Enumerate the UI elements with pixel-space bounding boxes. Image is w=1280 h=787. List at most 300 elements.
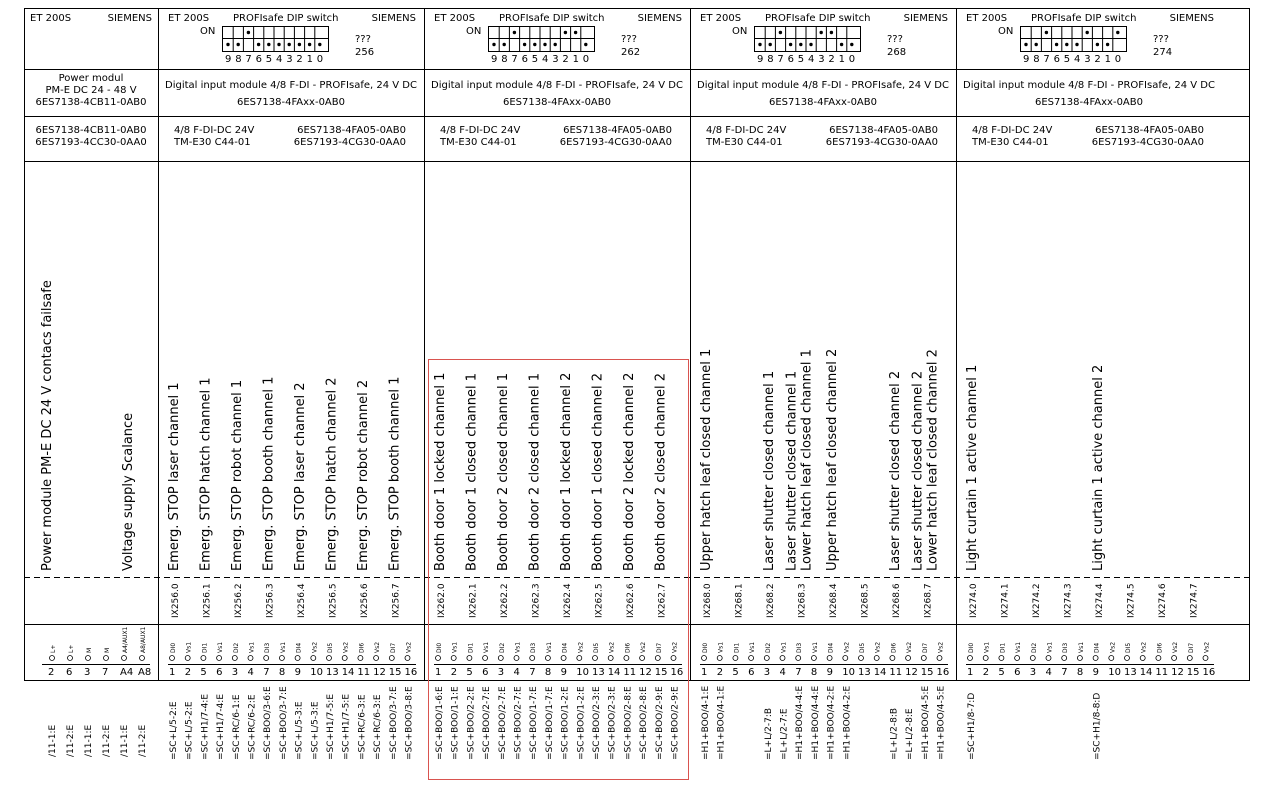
channel-address: IX274.0 [969, 583, 979, 618]
terminal-label: Vs1 [717, 641, 725, 653]
channel-address: IX268.2 [766, 583, 776, 618]
fdi-module-262 [431, 13, 683, 760]
terminal-label: Vs1 [451, 641, 459, 653]
terminal-number: 10 [310, 667, 324, 678]
terminal-number: 3 [497, 667, 505, 678]
dip-digit: 1 [1104, 54, 1111, 65]
channel-address: IX268.7 [923, 583, 934, 618]
terminal-number: 11 [1155, 667, 1169, 678]
terminal-icon [874, 656, 879, 661]
cross-reference: =SC+BOO/1-1:E [450, 686, 461, 760]
dip-on-label: ON [998, 26, 1014, 37]
module-part: 6ES7193-4CG30-0AA0 [1091, 137, 1204, 148]
terminal-number: 10 [576, 667, 590, 678]
channel-description: Booth door 2 locked channel 2 [622, 372, 637, 571]
cross-reference: =L+L/2-8:E [905, 708, 916, 760]
dip-switch-position [799, 43, 802, 46]
dip-switch-position [513, 31, 516, 34]
terminal-icon [764, 656, 769, 661]
terminal-icon [436, 656, 441, 661]
dip-digit: 5 [531, 54, 539, 65]
terminal-icon [1093, 656, 1098, 661]
cross-reference: =SC+BOO/2-3:E [592, 686, 602, 760]
module-title: ET 200S [700, 13, 742, 24]
terminal-icon [185, 656, 190, 661]
terminal-icon [389, 656, 394, 661]
terminal-icon [640, 656, 645, 661]
channel-address: IX268.0 [703, 583, 713, 618]
channel-description: Booth door 2 closed channel 1 [496, 372, 511, 571]
terminal-number: 12 [639, 667, 652, 678]
channel-description: Laser shutter closed channel 1 [762, 370, 777, 571]
terminal-label: DI7 [389, 642, 397, 653]
channel-address: IX268.1 [734, 583, 745, 618]
dip-digit: 1 [306, 54, 313, 65]
module-title: ET 200S [966, 13, 1008, 24]
terminal-label: Vs2 [906, 641, 914, 653]
channel-address: IX268.3 [797, 583, 808, 618]
channel-address: IX262.2 [500, 583, 510, 618]
dip-digit: 3 [1084, 54, 1091, 65]
terminal-icon [1077, 656, 1082, 661]
terminal-icon [593, 656, 598, 661]
power-module-name: Power modul [58, 73, 124, 84]
terminal-number: 13 [1124, 667, 1137, 678]
dip-digit: 8 [501, 54, 508, 65]
dip-switch-position [1065, 43, 1068, 46]
dip-unknown: ??? [355, 34, 371, 45]
terminal-label: DI2 [498, 642, 506, 653]
dip-digit: 6 [521, 54, 528, 65]
dip-switch-position [543, 43, 546, 46]
dip-label: PROFIsafe DIP switch [1031, 13, 1137, 24]
cross-reference: =SC+BOO/2-2:E [466, 686, 477, 760]
terminal-number: 6 [1014, 667, 1021, 678]
dip-digit: 7 [777, 54, 784, 65]
dip-digit: 2 [562, 54, 569, 65]
dip-digit: 4 [1074, 54, 1081, 65]
terminal-label: DI7 [1187, 642, 1195, 653]
terminal-label: DI0 [702, 642, 709, 653]
channel-description: Booth door 1 locked channel 1 [433, 372, 448, 571]
channel-address: IX262.5 [594, 583, 605, 618]
terminal-icon [811, 656, 816, 661]
dip-switch [222, 27, 329, 66]
terminal-label: Vs2 [874, 641, 882, 653]
terminal-icon [279, 656, 284, 661]
dip-digit: 5 [797, 54, 805, 65]
cross-reference: =SC+L/5-3:E [294, 701, 305, 760]
terminal-label: Vs2 [342, 641, 350, 653]
terminal-label: DI0 [170, 642, 177, 653]
terminal-icon [671, 656, 676, 661]
terminal-icon [311, 656, 316, 661]
terminal-label: Vs2 [405, 641, 413, 653]
terminal-icon [104, 656, 109, 661]
terminal-number: 7 [263, 667, 270, 678]
cross-reference: =SC+BOO/3-8:E [404, 686, 415, 760]
module-description: Digital input module 4/8 F-DI - PROFIsafe, 24 V DC [431, 80, 683, 91]
module-order: 6ES7138-4FAxx-0AB0 [503, 97, 611, 108]
dip-digit: 2 [1094, 54, 1101, 65]
terminal-label: DI4 [1093, 642, 1101, 653]
channel-description: Emerg. STOP booth channel 1 [261, 376, 277, 571]
terminal-number: 12 [905, 667, 918, 678]
terminal-icon [859, 656, 864, 661]
terminal-icon [843, 656, 848, 661]
terminal-label: L+ [68, 644, 75, 653]
channel-address: IX256.3 [265, 583, 276, 618]
dip-digit: 1 [838, 54, 845, 65]
terminal-icon [796, 656, 801, 661]
module-type: 4/8 F-DI-DC 24V [706, 125, 787, 136]
channel-description: Laser shutter closed channel 2 [888, 370, 903, 571]
module-type: 4/8 F-DI-DC 24V [972, 125, 1053, 136]
dip-digit: 6 [1053, 54, 1060, 65]
terminal-label: Vs1 [545, 641, 553, 653]
channel-address: IX262.0 [437, 583, 447, 618]
terminal-icon [467, 656, 472, 661]
dip-digit: 9 [757, 54, 764, 65]
terminal-icon [1156, 656, 1161, 661]
terminal-icon [733, 656, 738, 661]
terminal-icon [999, 656, 1004, 661]
dip-unknown: ??? [621, 34, 637, 45]
channel-address: IX274.5 [1126, 583, 1137, 618]
terminal-label: Vs2 [1109, 641, 1117, 653]
terminal-number: 15 [920, 667, 934, 678]
channel-description: Booth door 1 closed channel 1 [464, 372, 480, 571]
terminal-label: Vs1 [1077, 641, 1085, 653]
terminal-label: DI6 [1156, 642, 1164, 653]
terminal-icon [405, 656, 410, 661]
cross-reference: =SC+L/5-2:E [169, 701, 179, 760]
terminal-number: 1 [967, 667, 974, 678]
terminal-number: 16 [936, 667, 950, 678]
terminal-number: 11 [889, 667, 903, 678]
dip-digit: 4 [542, 54, 549, 65]
terminal-label: Vs2 [1172, 641, 1180, 653]
terminal-number: 15 [1186, 667, 1200, 678]
terminal-icon [937, 656, 942, 661]
dip-digit: 8 [1033, 54, 1040, 65]
dip-switch [754, 27, 861, 66]
power-module-title: ET 200S [30, 13, 72, 24]
terminal-number: 7 [1061, 667, 1068, 678]
terminal-number: 5 [998, 667, 1005, 678]
cross-reference: =H1+BOO/4-5:E [920, 685, 931, 760]
terminal-icon [1046, 656, 1051, 661]
dip-switch-position [584, 43, 587, 46]
terminal-icon [530, 656, 535, 661]
terminal-icon [655, 656, 660, 661]
terminal-label: Vs2 [671, 641, 679, 653]
terminal-label: DI5 [593, 642, 600, 653]
terminal-label: DI3 [264, 642, 272, 653]
module-type: 4/8 F-DI-DC 24V [174, 125, 255, 136]
terminal-label: Vs1 [217, 641, 225, 653]
dip-digit: 3 [286, 54, 293, 65]
channel-address: IX256.7 [391, 583, 402, 618]
terminal-label: Vs2 [608, 641, 616, 653]
terminal-number: 6 [482, 667, 489, 678]
terminal-number: 2 [184, 667, 192, 678]
terminal-number: 1 [169, 667, 176, 678]
dip-switch-position [850, 43, 853, 46]
terminal-icon [827, 656, 832, 661]
terminal-number: 14 [607, 667, 621, 678]
terminal-label: DI5 [859, 642, 866, 653]
dip-switch-position [247, 31, 250, 34]
dip-switch-position [1086, 31, 1089, 34]
terminal-number: 11 [623, 667, 637, 678]
cross-reference: =SC+H1/7-5:E [341, 693, 352, 760]
cross-reference: =SC+BOO/2-8:E [639, 686, 650, 760]
dip-digit: 9 [1023, 54, 1030, 65]
terminal-label: Vs1 [185, 641, 193, 653]
channel-address: IX256.4 [297, 583, 307, 618]
terminal-icon [498, 656, 503, 661]
dip-unknown: ??? [887, 34, 903, 45]
cross-reference: =H1+BOO/4-2:E [826, 685, 837, 760]
cross-reference: =SC+H1/7-4:E [200, 693, 211, 760]
channel-description: Booth door 1 closed channel 2 [590, 372, 606, 571]
module-order: 6ES7138-4FAxx-0AB0 [1035, 97, 1143, 108]
channel-description: Light curtain 1 active channel 2 [1091, 364, 1106, 571]
terminal-label: DI7 [655, 642, 663, 653]
cross-reference: /11-2:E [138, 724, 148, 757]
channel-address: IX274.1 [1000, 583, 1011, 618]
dip-digit: 0 [316, 54, 324, 65]
terminal-label: Vs1 [1015, 641, 1023, 653]
terminal-icon [780, 656, 785, 661]
module-address: 262 [621, 47, 641, 58]
terminal-label: DI1 [201, 642, 209, 653]
terminal-icon [1140, 656, 1145, 661]
cross-reference: =H1+BOO/4-5:E [936, 685, 947, 760]
terminal-icon [1062, 656, 1067, 661]
channel-description: Lower hatch leaf closed channel 1 [799, 349, 815, 571]
terminal-icon [1172, 656, 1177, 661]
terminal-icon [608, 656, 613, 661]
channel-address: IX274.6 [1158, 583, 1168, 618]
module-part: 6ES7193-4CG30-0AA0 [293, 137, 406, 148]
terminal-icon [702, 656, 707, 661]
terminal-label: Vs1 [1046, 641, 1054, 653]
channel-description: Emerg. STOP booth channel 1 [387, 376, 403, 571]
terminal-label: Vs2 [1140, 641, 1148, 653]
dip-switch-position [769, 43, 772, 46]
terminal-label: DI0 [968, 642, 975, 653]
cross-reference: =SC+RC/6-1:E [231, 694, 242, 760]
terminal-label: DI5 [1125, 642, 1132, 653]
terminal-icon [248, 656, 253, 661]
dip-switch-position [840, 43, 843, 46]
dip-switch-position [1045, 31, 1048, 34]
dip-label: PROFIsafe DIP switch [233, 13, 339, 24]
power-module-brand: SIEMENS [107, 13, 152, 24]
dip-switch-position [758, 43, 761, 46]
terminal-icon [1187, 656, 1192, 661]
terminal-number: 8 [810, 667, 818, 678]
channel-address: IX256.6 [360, 583, 370, 618]
channel-description: Emerg. STOP robot channel 2 [356, 379, 371, 571]
terminal-label: Vs2 [374, 641, 382, 653]
terminal-number: 13 [858, 667, 871, 678]
fdi-module-256 [165, 13, 417, 760]
dip-label: PROFIsafe DIP switch [765, 13, 871, 24]
dip-switch-position [503, 43, 506, 46]
terminal-icon [264, 656, 269, 661]
channel-address: IX268.4 [829, 583, 839, 618]
module-order: 6ES7138-4FAxx-0AB0 [237, 97, 345, 108]
module-title: ET 200S [168, 13, 210, 24]
terminal-number: 3 [1029, 667, 1037, 678]
cross-reference: =H1+BOO/4-1:E [701, 685, 711, 760]
cross-reference: =SC+BOO/2-7:E [513, 686, 524, 760]
channel-address: IX262.3 [531, 583, 542, 618]
terminal-label: Vs2 [843, 641, 851, 653]
terminal-number: A8 [138, 667, 152, 678]
channel-description: Lower hatch leaf closed channel 2 [925, 349, 941, 571]
terminal-number: 2 [982, 667, 990, 678]
terminal-number: 7 [529, 667, 536, 678]
dip-digit: 0 [848, 54, 856, 65]
terminal-number: 14 [873, 667, 887, 678]
terminal-icon [342, 656, 347, 661]
cross-reference: =SC+BOO/1-6:E [435, 686, 445, 760]
terminal-number: 7 [795, 667, 802, 678]
channel-description: Booth door 2 closed channel 2 [653, 372, 669, 571]
terminal-label: DI7 [921, 642, 929, 653]
terminal-number: 5 [466, 667, 473, 678]
module-brand: SIEMENS [1169, 13, 1214, 24]
module-part: 6ES7138-4FA05-0AB0 [829, 125, 938, 136]
channel-description: Booth door 2 closed channel 1 [527, 372, 543, 571]
power-module-part: 6ES7138-4CB11-0AB0 [35, 125, 147, 136]
dip-digit: 7 [511, 54, 518, 65]
channel-address: IX274.2 [1032, 583, 1042, 618]
terminal-icon [1030, 656, 1035, 661]
cross-reference: =SC+RC/6-3:E [373, 694, 384, 760]
fdi-module-274 [963, 13, 1215, 760]
terminal-icon [561, 656, 566, 661]
cross-reference: /11-1:E [120, 724, 130, 757]
channel-description: Voltage supply Scalance [121, 412, 136, 571]
terminal-number: 6 [748, 667, 755, 678]
terminal-number: 1 [435, 667, 442, 678]
dip-switch-position [1055, 43, 1058, 46]
dip-switch-position [1035, 43, 1038, 46]
fdi-module-268 [697, 13, 949, 760]
terminal-number: 2 [450, 667, 458, 678]
channel-address: IX274.3 [1063, 583, 1074, 618]
cross-reference: =H1+BOO/4-4:E [795, 685, 806, 760]
module-order: 6ES7138-4FAxx-0AB0 [769, 97, 877, 108]
terminal-number: 14 [1139, 667, 1153, 678]
dip-switch-position [492, 43, 495, 46]
terminal-icon [890, 656, 895, 661]
channel-address: IX262.4 [563, 583, 573, 618]
terminal-icon [906, 656, 911, 661]
terminal-icon [1125, 656, 1130, 661]
terminal-icon [968, 656, 973, 661]
terminal-icon [232, 656, 237, 661]
dip-switch-position [257, 43, 260, 46]
terminal-label: Vs1 [483, 641, 491, 653]
terminal-icon [514, 656, 519, 661]
terminal-icon [749, 656, 754, 661]
terminal-number: A4 [120, 667, 134, 678]
dip-digit: 2 [296, 54, 303, 65]
cross-reference: =SC+BOO/3-7:E [278, 686, 289, 760]
module-brand: SIEMENS [637, 13, 682, 24]
terminal-number: 9 [294, 667, 301, 678]
dip-switch-position [820, 31, 823, 34]
terminal-number: 16 [670, 667, 684, 678]
terminal-icon [295, 656, 300, 661]
dip-switch-position [1024, 43, 1027, 46]
dip-switch-position [237, 43, 240, 46]
terminal-label: Vs1 [514, 641, 522, 653]
terminal-label: DI4 [561, 642, 569, 653]
dip-switch-position [574, 31, 577, 34]
dip-digit: 7 [245, 54, 252, 65]
terminal-icon [483, 656, 488, 661]
channel-description: Power module PM-E DC 24 V contacs failsafe [40, 280, 55, 571]
terminal-number: 2 [716, 667, 724, 678]
terminal-icon [1109, 656, 1114, 661]
terminal-number: 15 [388, 667, 402, 678]
dip-digit: 0 [1114, 54, 1122, 65]
terminal-icon [327, 656, 332, 661]
cross-reference: =SC+BOO/2-9:E [654, 686, 665, 760]
power-module-part: 6ES7193-4CC30-0AA0 [35, 137, 147, 148]
dip-switch-position [1106, 43, 1109, 46]
terminal-number: 5 [732, 667, 739, 678]
dip-switch-position [298, 43, 301, 46]
cross-reference: =SC+RC/6-2:E [247, 694, 258, 760]
dip-digit: 9 [491, 54, 498, 65]
dip-switch-position [308, 43, 311, 46]
cross-reference: =SC+BOO/2-7:E [497, 686, 508, 760]
module-address: 274 [1153, 47, 1173, 58]
module-description: Digital input module 4/8 F-DI - PROFIsafe, 24 V DC [963, 80, 1215, 91]
terminal-number: 9 [1092, 667, 1099, 678]
module-terminal: TM-E30 C44-01 [174, 137, 251, 148]
dip-digit: 6 [255, 54, 262, 65]
terminal-label: A4/AUX1 [122, 626, 129, 653]
dip-switch-position [277, 43, 280, 46]
dip-switch-position [226, 43, 229, 46]
terminal-icon [545, 656, 550, 661]
cross-reference: =H1+BOO/4-1:E [716, 685, 727, 760]
module-description: Digital input module 4/8 F-DI - PROFIsafe, 24 V DC [697, 80, 949, 91]
terminal-label: Vs1 [780, 641, 788, 653]
dip-switch-position [523, 43, 526, 46]
dip-switch-position [1096, 43, 1099, 46]
terminal-label: DI2 [764, 642, 772, 653]
cross-reference: =SC+H1/8-7:D [967, 692, 977, 760]
channel-description: Emerg. STOP hatch channel 1 [198, 377, 214, 571]
terminal-label: Vs1 [983, 641, 991, 653]
terminal-number: 8 [278, 667, 286, 678]
terminal-label: Vs1 [248, 641, 256, 653]
channel-description: Booth door 1 locked channel 2 [559, 372, 574, 571]
dip-switch-position [533, 43, 536, 46]
terminal-icon [1203, 656, 1208, 661]
dip-switch-position [789, 43, 792, 46]
